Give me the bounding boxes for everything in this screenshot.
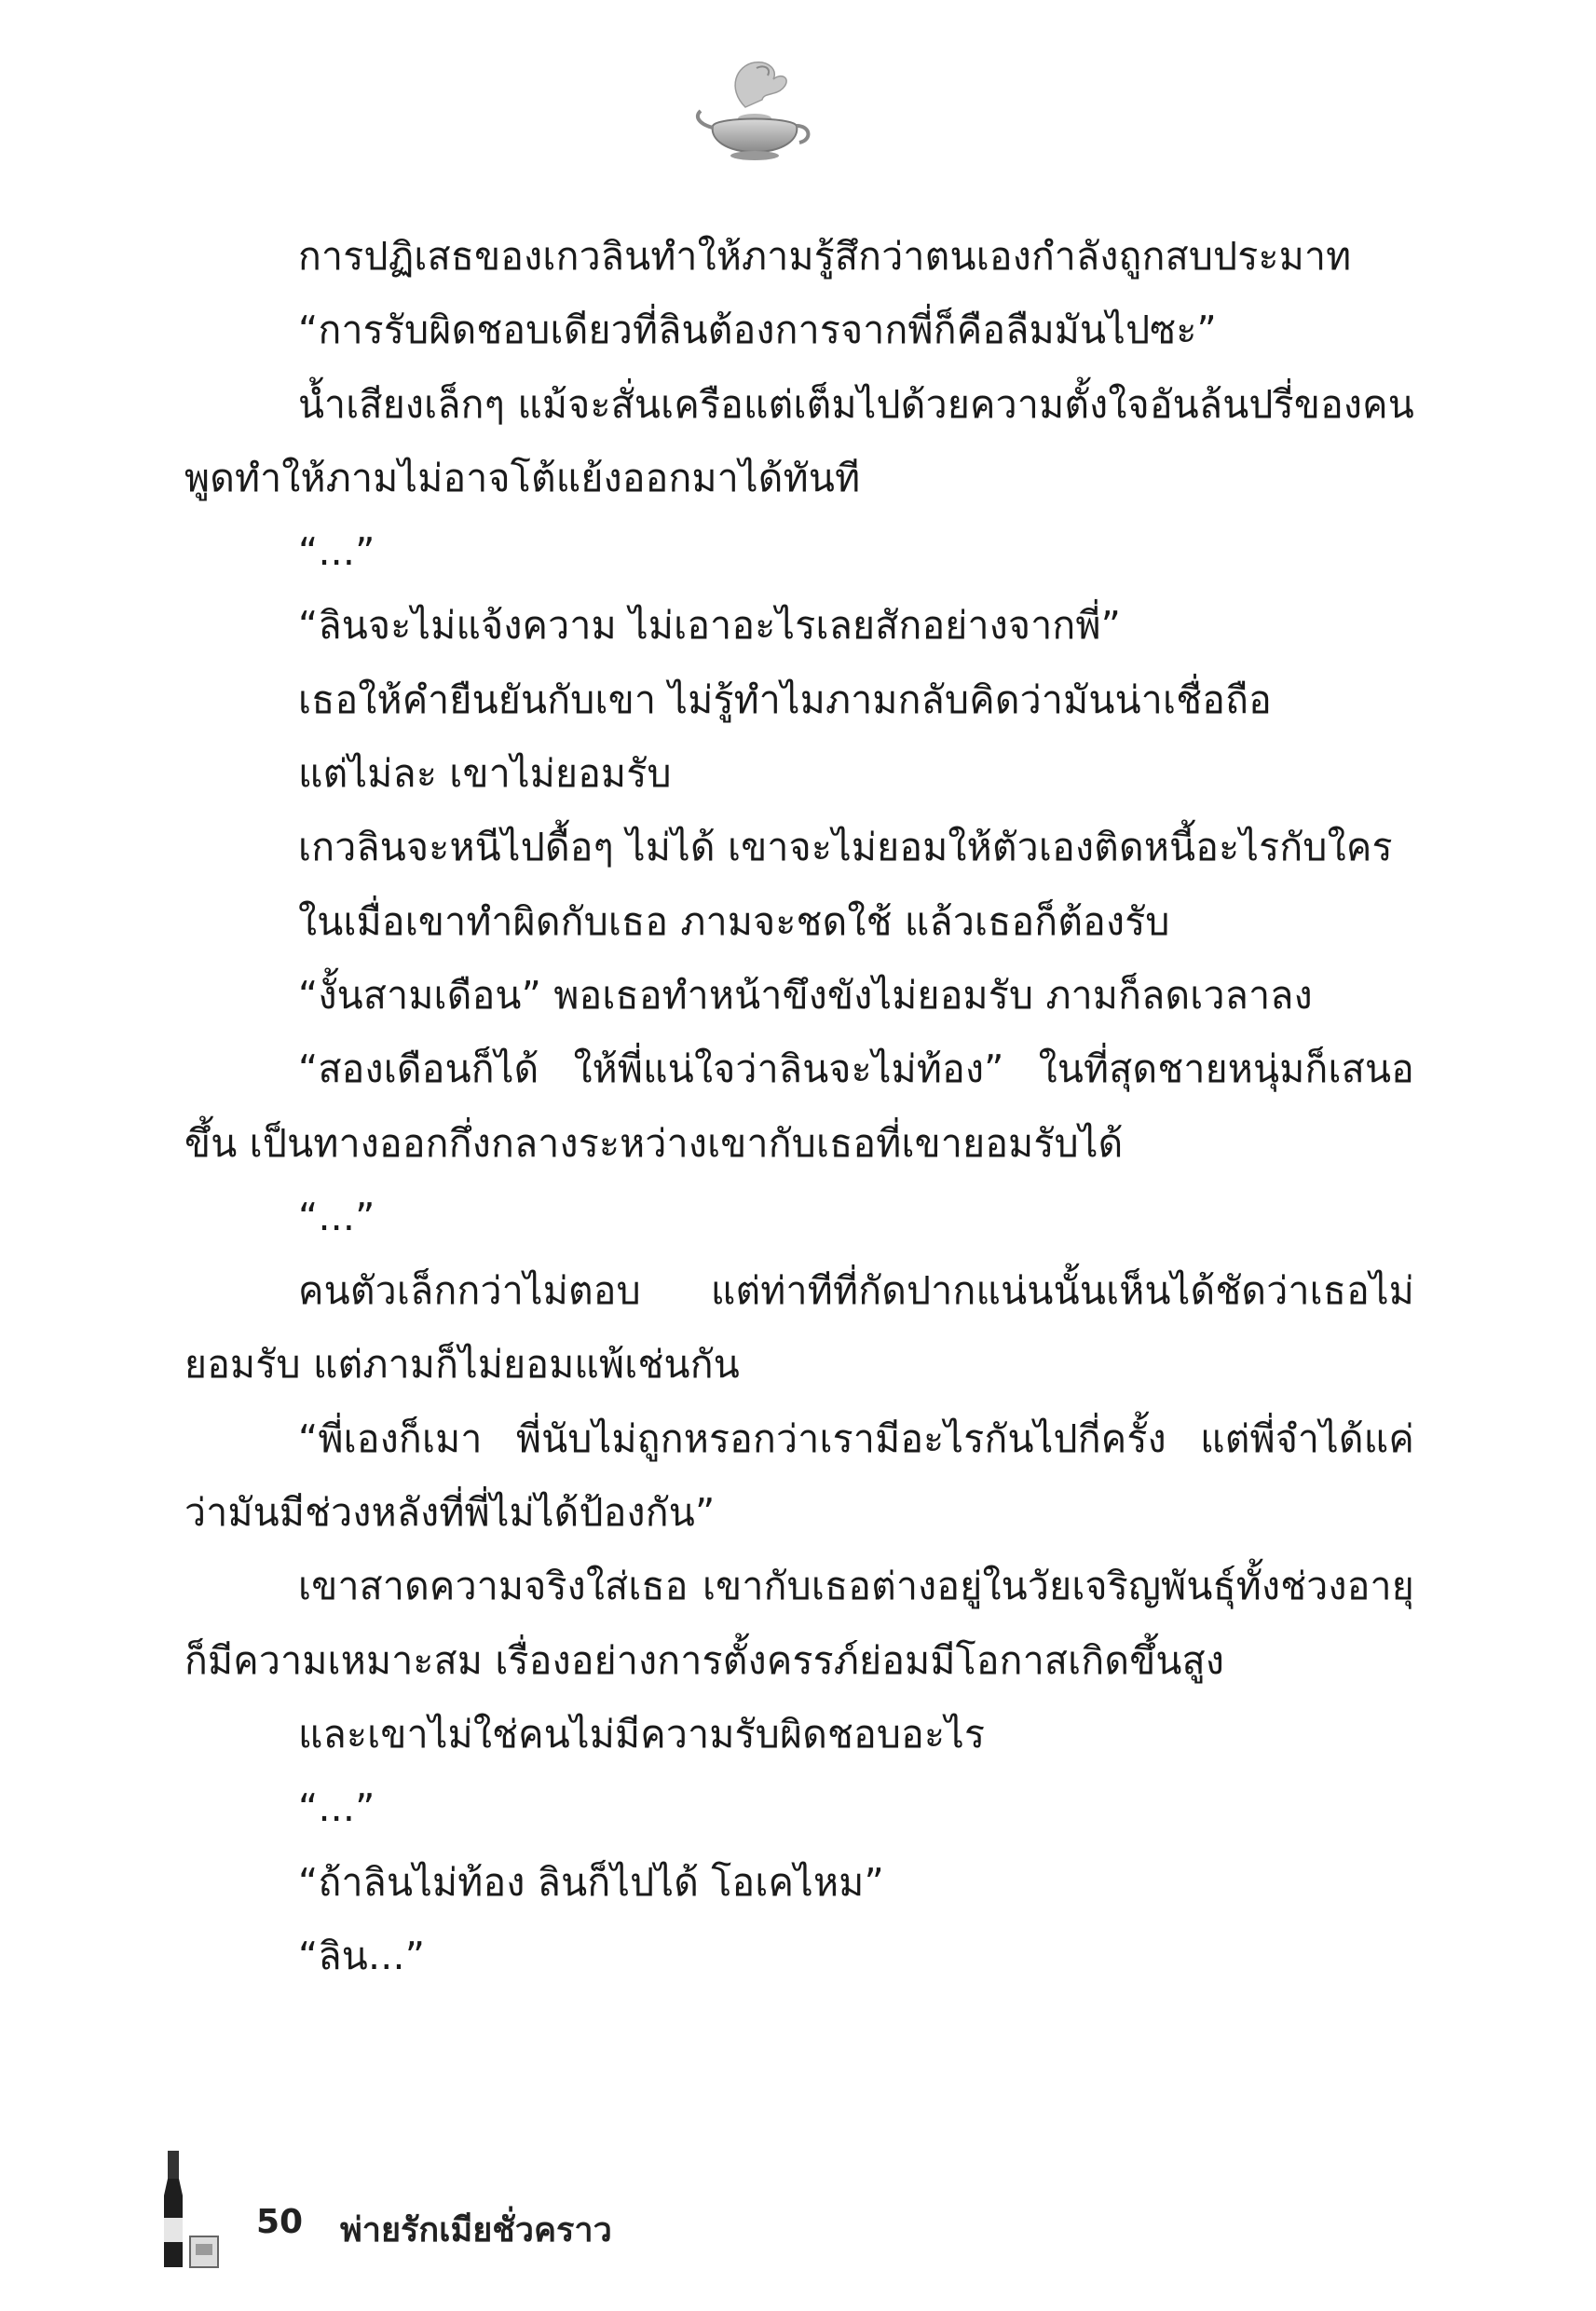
paragraph: เกวลินจะหนีไปดื้อๆ ไม่ได้ เขาจะไม่ยอมให้ตัวเองติดหนี้อะไรกับใคร [298,825,1393,870]
paragraph: เขาสาดความจริงใส่เธอ เขากับเธอต่างอยู่ในวัยเจริญพันธุ์ทั้งช่วงอายุก็มีความเหมาะสม เรื่องอย่างการตั้งครรภ์ย่อมมีโอกาสเกิดขึ้นสูง [184,1564,1414,1683]
paragraph: การปฏิเสธของเกวลินทำให้ภามรู้สึกว่าตนเองกำลังถูกสบประมาท [298,234,1352,279]
body-text [184,220,1414,1993]
paragraph: “งั้นสามเดือน” พอเธอทำหน้าขึงขังไม่ยอมรับ ภามก็ลดเวลาลง [298,972,1313,1018]
paragraph: และเขาไม่ใช่คนไม่มีความรับผิดชอบอะไร [298,1711,986,1757]
paragraph: แต่ไม่ละ เขาไม่ยอมรับ [298,751,672,797]
paragraph: น้ำเสียงเล็กๆ แม้จะสั่นเครือแต่เต็มไปด้วยความตั้งใจอันล้นปรี่ของคนพูดทำให้ภามไม่อาจโต้แย้งออกมาได้ทันที [184,381,1414,500]
paragraph: เธอให้คำยืนยันกับเขา ไม่รู้ทำไมภามกลับคิดว่ามันน่าเชื่อถือ [298,677,1272,722]
paragraph: “...” [298,529,375,575]
paragraph: “สองเดือนก็ได้ ให้พี่แน่ใจว่าลินจะไม่ท้อง” ในที่สุดชายหนุ่มก็เสนอขึ้น เป็นทางออกกึ่งกลางระหว่างเขากับเธอที่เขายอมรับได้ [184,1046,1414,1166]
book-title: พ่ายรักเมียชั่วคราว [340,2211,612,2249]
teapot-genie-ornament-icon [689,51,820,172]
paragraph: “พี่เองก็เมา พี่นับไม่ถูกหรอกว่าเรามีอะไรกันไปกี่ครั้ง แต่พี่จำได้แค่ว่ามันมีช่วงหลังที่พี่ไม่ได้ป้องกัน” [184,1415,1414,1536]
paragraph: “ถ้าลินไม่ท้อง ลินก็ไปได้ โอเคไหม” [298,1859,884,1905]
paragraph: “ลิน...” [298,1933,426,1978]
paragraph: คนตัวเล็กกว่าไม่ตอบ แต่ท่าทีที่กัดปากแน่นนั้นเห็นได้ชัดว่าเธอไม่ยอมรับ แต่ภามก็ไม่ยอมแพ้เช่นกัน [184,1268,1414,1388]
wine-bottle-glass-icon [149,2151,224,2270]
paragraph: “...” [298,1785,375,1831]
page-footer [149,2151,801,2272]
paragraph: “...” [298,1194,375,1239]
paragraph: ในเมื่อเขาทำผิดกับเธอ ภามจะชดใช้ แล้วเธอก็ต้องรับ [298,898,1170,944]
paragraph: “ลินจะไม่แจ้งความ ไม่เอาอะไรเลยสักอย่างจากพี่” [298,603,1122,649]
paragraph: “การรับผิดชอบเดียวที่ลินต้องการจากพี่ก็คือลืมมันไปซะ” [298,308,1217,353]
page-number: 50 [256,2203,304,2241]
